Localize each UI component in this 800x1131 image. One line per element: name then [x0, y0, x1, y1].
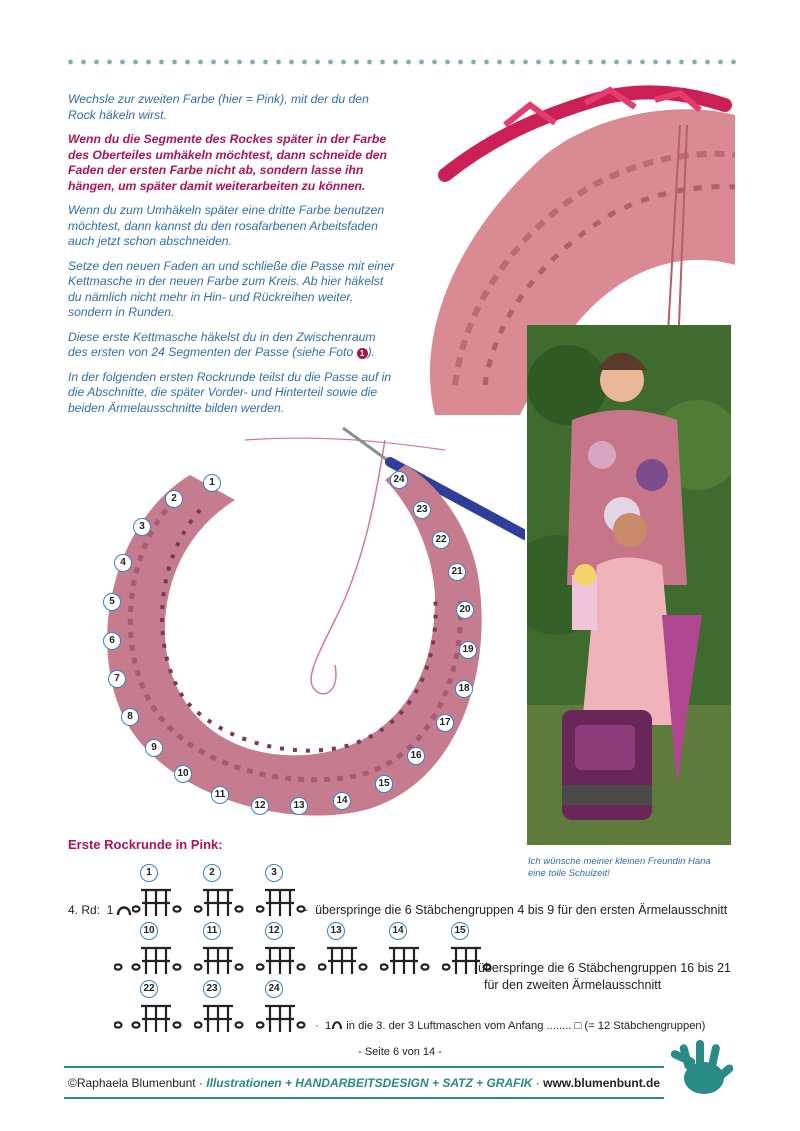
passe-label: 14: [333, 792, 351, 810]
group-number: 22: [140, 980, 158, 998]
footer-rule-top: [64, 1066, 664, 1068]
footer-logo: Illustrationen: [206, 1076, 282, 1090]
stitch-group-symbol: [380, 942, 432, 978]
stitch-group-symbol: [256, 1000, 308, 1036]
intro-p2: Wenn du die Segmente des Rockes später in der Farbe des Oberteiles umhäkeln möchtest, dann schneide den Faden der ersten Farbe nicht ab, sondern lasse ihn hängen, um später damit weiterarbeiten zu können.: [68, 132, 387, 193]
stitch-group-symbol: [256, 942, 308, 978]
photo-caption: Ich wünsche meiner kleinen Freundin Hana eine tolle Schulzeit!: [528, 856, 711, 879]
skip-instruction-2b: für den zweiten Ärmelausschnitt: [484, 978, 662, 992]
group-number: 3: [265, 864, 283, 882]
stitch-group-symbol: [256, 884, 308, 920]
group-number: 10: [140, 922, 158, 940]
group-number: 12: [265, 922, 283, 940]
passe-label: 7: [108, 670, 126, 688]
dotted-top-border: [64, 58, 740, 66]
footer-copyright: ©Raphaela Blumenbunt ·: [68, 1076, 203, 1090]
group-number: 1: [140, 864, 158, 882]
passe-label: 24: [390, 471, 408, 489]
group-number: 15: [451, 922, 469, 940]
group-number: 2: [203, 864, 221, 882]
passe-label: 22: [432, 531, 450, 549]
passe-label: 21: [448, 563, 466, 581]
group-number: 11: [203, 922, 221, 940]
passe-label: 2: [165, 490, 183, 508]
passe-label: 23: [413, 501, 431, 519]
passe-label: 15: [375, 775, 393, 793]
chain-arc-icon: [331, 1019, 343, 1030]
stitch-group-symbol: [114, 1000, 184, 1036]
stitch-group-symbol: [194, 884, 246, 920]
footer: [68, 1076, 660, 1090]
group-number: 14: [389, 922, 407, 940]
round-label: 4. Rd: 1: [68, 903, 114, 917]
group-number: 23: [203, 980, 221, 998]
stitch-group-symbol: [132, 884, 184, 920]
footer-separator: ·: [535, 1076, 540, 1090]
intro-p1: Wechsle zur zweiten Farbe (hier = Pink), mit der du den Rock häkeln wirst.: [68, 92, 369, 122]
foto-number-badge: 1: [357, 348, 368, 359]
footer-tagline: + HANDARBEITSDESIGN + SATZ + GRAFIK: [284, 1076, 533, 1090]
group-number: 13: [327, 922, 345, 940]
passe-ring-photo: [85, 420, 525, 840]
section-title: Erste Rockrunde in Pink:: [68, 837, 223, 852]
passe-label: 1: [203, 474, 221, 492]
intro-p5: Diese erste Kettmasche häkelst du in den Zwischenraum des ersten von 24 Segmenten der Passe (siehe Foto 1 ).: [68, 329, 376, 359]
stitch-group-symbol: [114, 942, 184, 978]
skip-instruction-1: · überspringe die 6 Stäbchengruppen 4 bis 9 für den ersten Ärmelausschnitt: [304, 903, 728, 917]
passe-label: 12: [251, 797, 269, 815]
intro-p4: Setze den neuen Faden an und schließe die Passe mit einer Kettmasche in der neuen Farbe zum Kreis. Ab hier häkelst du nämlich nicht mehr in Hin- und Rückreihen weiter, sondern in Runden.: [68, 258, 395, 319]
stitch-group-symbol: [318, 942, 370, 978]
school-girl-photo: [527, 325, 731, 845]
intro-text: [68, 92, 398, 425]
passe-label: 18: [455, 680, 473, 698]
passe-label: 3: [133, 518, 151, 536]
stitch-group-symbol: [194, 1000, 246, 1036]
passe-label: 19: [459, 641, 477, 659]
page-number: - Seite 6 von 14 -: [358, 1046, 442, 1058]
start-count: 1: [106, 903, 114, 917]
passe-label: 4: [114, 554, 132, 572]
stitch-group-symbol: [194, 942, 246, 978]
chain-arc-symbol: [116, 903, 132, 917]
passe-label: 17: [436, 714, 454, 732]
footer-rule-bottom: [64, 1097, 664, 1099]
passe-label: 10: [174, 765, 192, 783]
handprint-icon: [662, 1040, 742, 1100]
passe-label: 16: [407, 747, 425, 765]
skip-instruction-2: überspringe die 6 Stäbchengruppen 16 bis 21: [478, 961, 731, 975]
intro-p3: Wenn du zum Umhäkeln später eine dritte Farbe benutzen möchtest, dann kannst du den rosafarbenen Arbeitsfaden auch jetzt schon abschneiden.: [68, 203, 385, 248]
passe-label: 13: [290, 797, 308, 815]
intro-p6: In der folgenden ersten Rockrunde teilst du die Passe auf in die Abschnitte, die später Vorder- und Hinterteil sowie die beiden Ärmelausschnitte bilden werden.: [68, 369, 392, 415]
passe-label: 6: [103, 632, 121, 650]
footer-url[interactable]: www.blumenbunt.de: [543, 1076, 661, 1090]
passe-label: 11: [211, 786, 229, 804]
group-number: 24: [265, 980, 283, 998]
passe-label: 9: [145, 739, 163, 757]
passe-label: 20: [456, 601, 474, 619]
passe-label: 8: [121, 708, 139, 726]
end-instruction: · 1 in die 3. der 3 Luftmaschen vom Anfang ........ □ (= 12 Stäbchengruppen): [315, 1020, 706, 1032]
passe-label: 5: [103, 593, 121, 611]
